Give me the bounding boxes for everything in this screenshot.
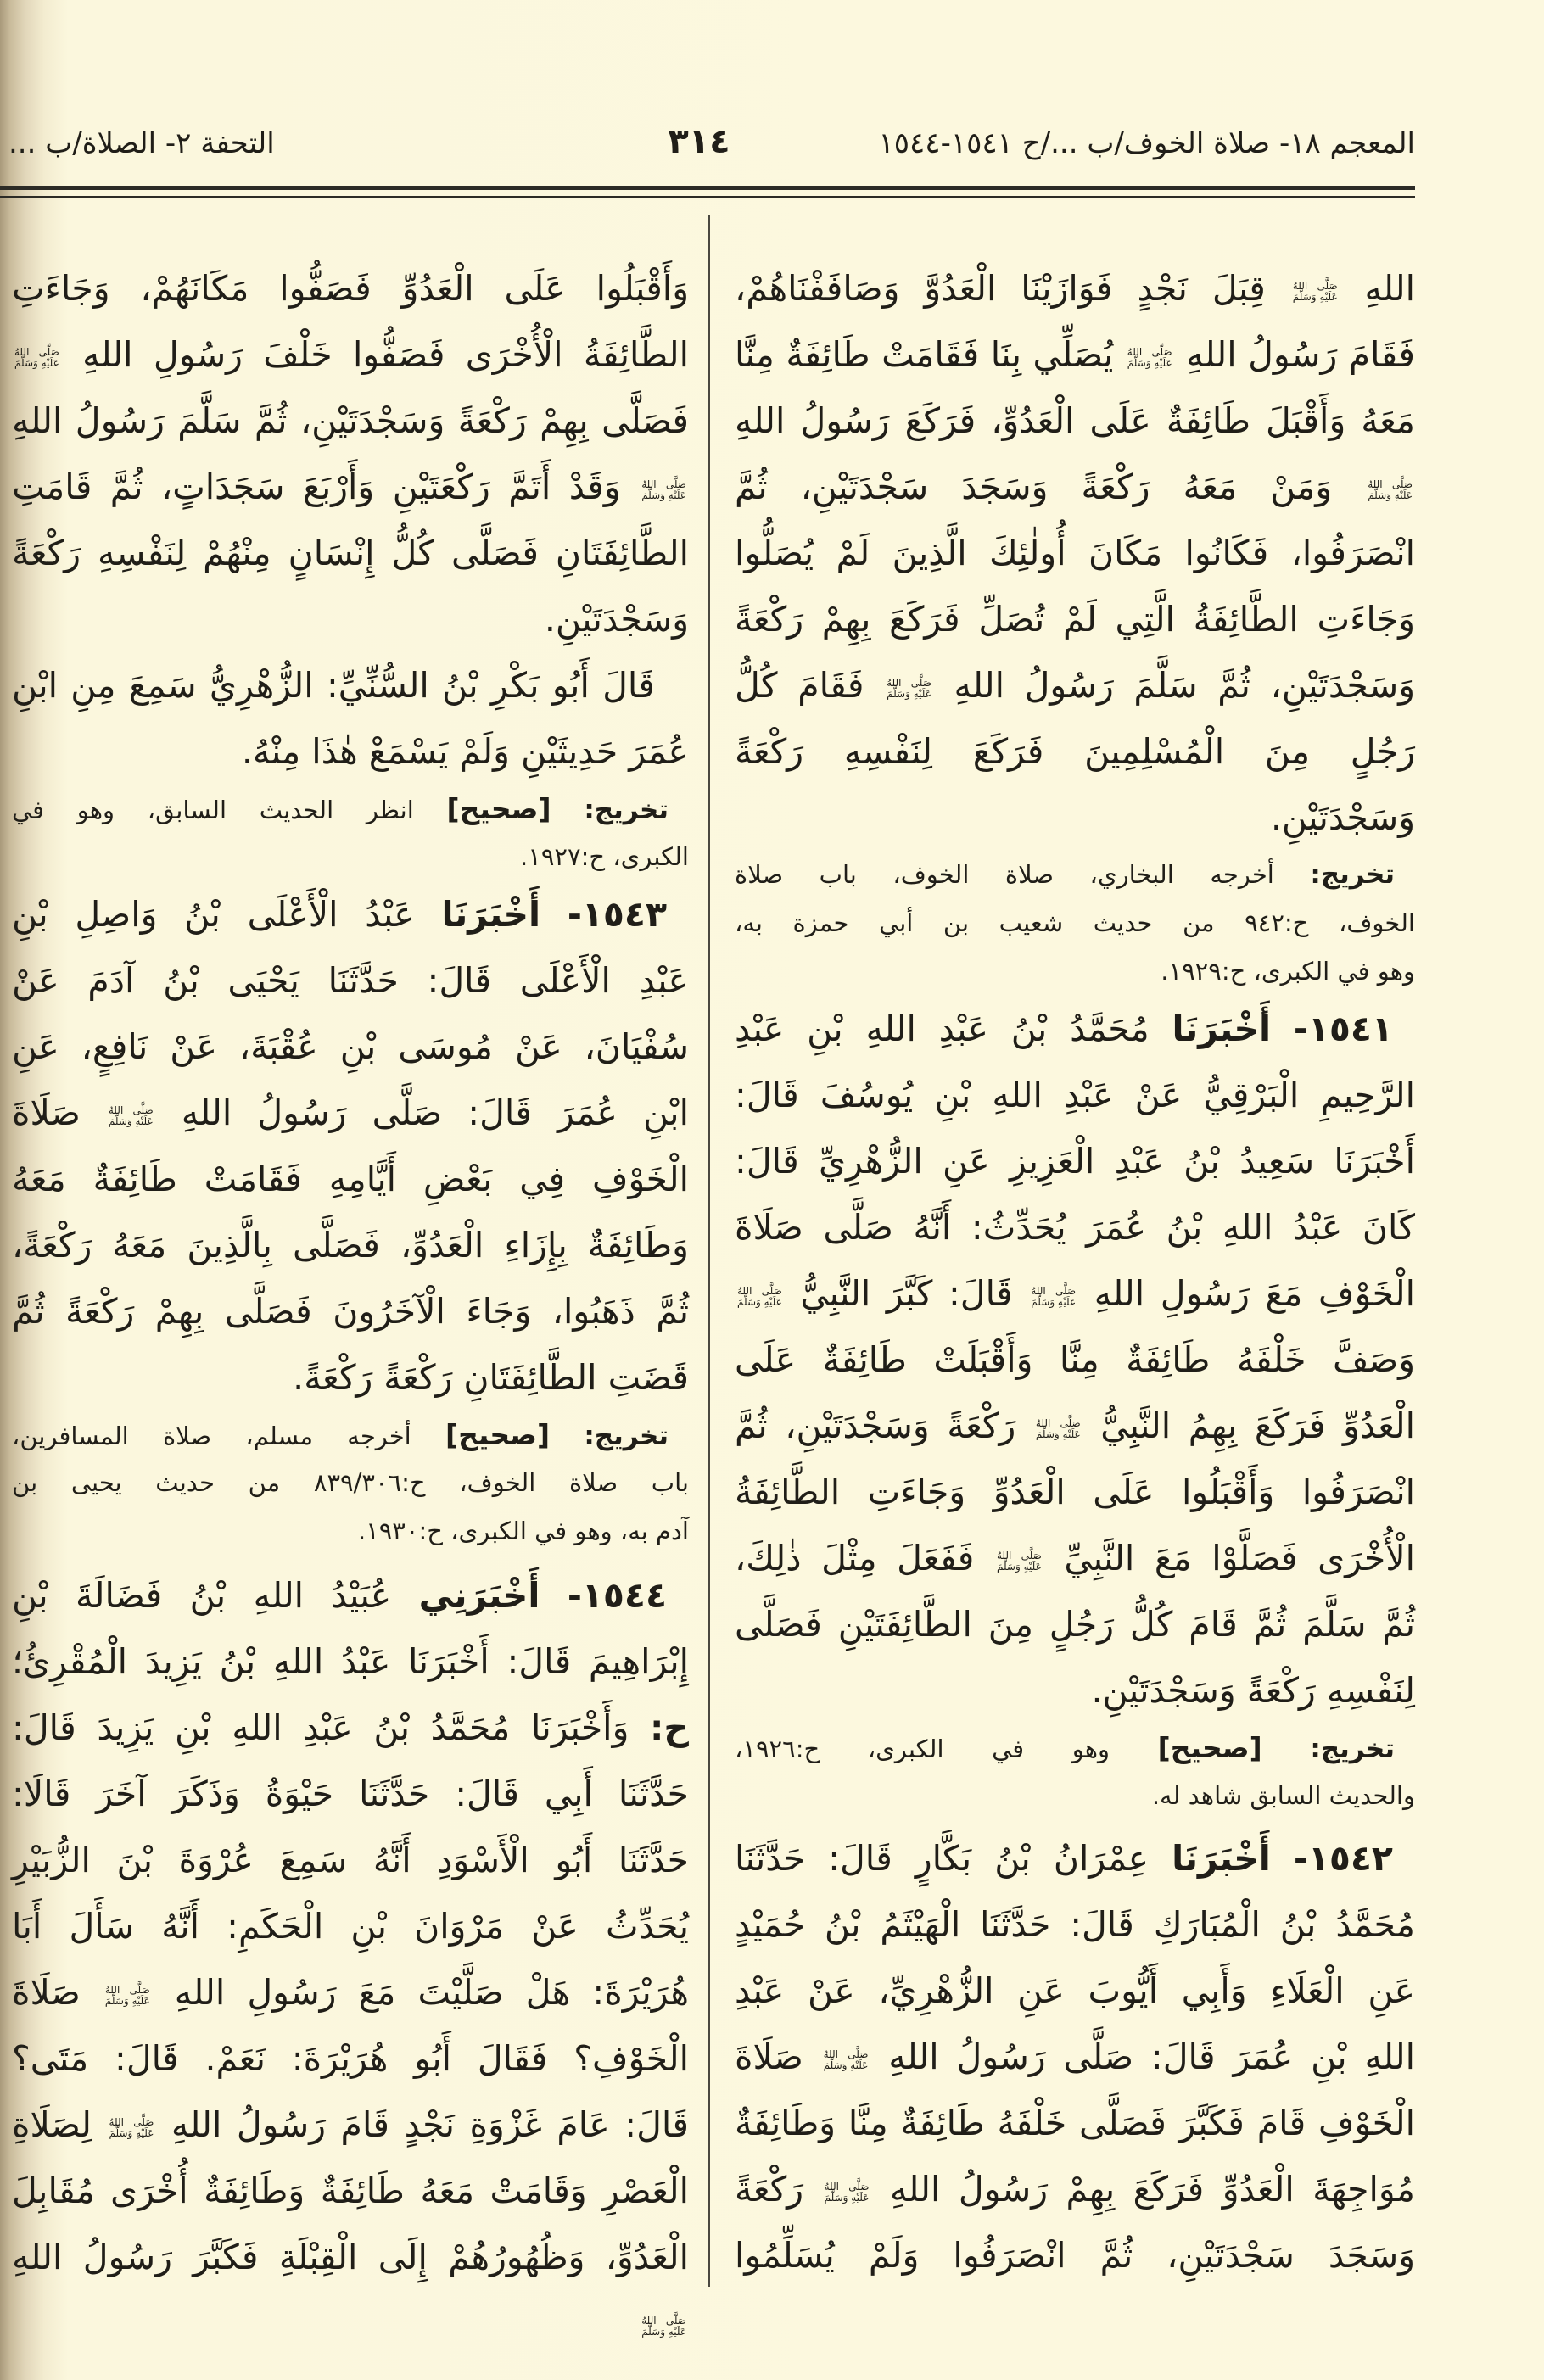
text-segment: عَبْدُ الْأَعْلَى بْنُ وَاصِلِ بْنِ (12, 894, 415, 935)
hadith-1541 (735, 996, 1415, 1724)
salawat-glyph-icon: صَلَّى اللهُ عَلَيْهِ وَسَلَّمَ (1031, 1285, 1077, 1308)
page-number: ٣١٤ (668, 122, 730, 161)
hadith-heading (735, 996, 1415, 1062)
text-line: الْخَوْفِ فِي بَعْضِ أَيَّامِهِ فَقَامَتْ طَائِفَةٌ مَعَهُ (12, 1159, 689, 1199)
text-line: مُحَمَّدُ بْنُ الْمُبَارَكِ قَالَ: حَدَّثَنَا الْهَيْثَمُ بْنُ حُمَيْدٍ (735, 1904, 1415, 1945)
takhrij-label: تخريج: (584, 1421, 669, 1451)
text-line: الطَّائِفَتَانِ فَصَلَّى كُلُّ إِنْسَانٍ مِنْهُمْ لِنَفْسِهِ رَكْعَةً (12, 533, 689, 573)
text-line: فَصَلَّى بِهِمْ رَكْعَةً وَسَجْدَتَيْنِ، ثُمَّ سَلَّمَ رَسُولُ اللهِ (12, 400, 689, 441)
text-line: هُرَيْرَةَ: هَلْ صَلَّيْتَ مَعَ رَسُولِ اللهِ صَلَّى اللهُ عَلَيْهِ وَسَلَّمَ صَلَاةَ (12, 1972, 689, 2013)
text-line: قَضَتِ الطَّائِفَتَانِ رَكْعَةً رَكْعَةً. (293, 1357, 689, 1398)
text-line: اللهِ بْنِ عُمَرَ قَالَ: صَلَّى رَسُولُ اللهِ صَلَّى اللهُ عَلَيْهِ وَسَلَّمَ صَلَاةَ (735, 2036, 1415, 2077)
hadith-heading (12, 1562, 689, 1629)
salawat-glyph-icon: صَلَّى اللهُ عَلَيْهِ وَسَلَّمَ (1035, 1417, 1081, 1440)
column-divider (708, 215, 710, 2287)
takhrij-label: تخريج: (584, 795, 669, 825)
text-line: ابْنِ عُمَرَ قَالَ: صَلَّى رَسُولُ اللهِ صَلَّى اللهُ عَلَيْهِ وَسَلَّمَ صَلَاةَ (12, 1092, 689, 1133)
text-line: صَلَّى اللهُ عَلَيْهِ وَسَلَّمَ وَقَدْ أَتَمَّ رَكْعَتَيْنِ وَأَرْبَعَ سَجَدَاتٍ، ثُمَّ قَامَتِ (12, 467, 686, 507)
salawat-glyph-icon: صَلَّى اللهُ عَلَيْهِ وَسَلَّمَ (14, 346, 59, 369)
header-chapter-reference: المعجم ١٨- صلاة الخوف/ب .../ح ١٥٤١-١٥٤٤ (878, 126, 1415, 160)
left-column (12, 255, 689, 2338)
salawat-glyph-icon: صَلَّى اللهُ عَلَيْهِ وَسَلَّمَ (109, 2116, 154, 2139)
takhrij-text: انظر الحديث السابق، وهو في (12, 796, 414, 824)
text-line: قَالَ: عَامَ غَزْوَةِ نَجْدٍ قَامَ رَسُولُ اللهِ صَلَّى اللهُ عَلَيْهِ وَسَلَّمَ لِصَلَاةِ (12, 2104, 689, 2145)
text-line: وَسَجْدَتَيْنِ. (544, 599, 689, 640)
hadith-number: ١٥٤١- (1293, 1008, 1393, 1049)
text-segment: مُحَمَّدُ بْنُ عَبْدِ اللهِ بْنِ عَبْدِ (735, 1008, 1150, 1049)
salawat-glyph-icon: صَلَّى اللهُ عَلَيْهِ وَسَلَّمَ (641, 478, 686, 501)
text-line: وَجَاءَتِ الطَّائِفَةُ الَّتِي لَمْ تُصَلِّ فَرَكَعَ بِهِمْ رَكْعَةً (735, 599, 1415, 640)
text-line: ثُمَّ ذَهَبُوا، وَجَاءَ الْآخَرُونَ فَصَلَّى بِهِمْ رَكْعَةً ثُمَّ (12, 1291, 689, 1332)
text-line: وَأَقْبَلُوا عَلَى الْعَدُوِّ فَصَفُّوا مَكَانَهُمْ، وَجَاءَتِ (12, 268, 689, 309)
text-line: حَدَّثَنَا أَبُو الْأَسْوَدِ أَنَّهُ سَمِعَ عُرْوَةَ بْنَ الزُّبَيْرِ (12, 1840, 689, 1880)
takhrij-line: الخوف، ح:٩٤٢ من حديث شعيب بن أبي حمزة به، (735, 908, 1415, 937)
takhrij-note (12, 785, 689, 881)
salawat-glyph-icon: صَلَّى اللهُ عَلَيْهِ وَسَلَّمَ (1127, 346, 1172, 369)
text-line: وَصَفَّ خَلْفَهُ طَائِفَةٌ مِنَّا وَأَقْبَلَتْ طَائِفَةٌ عَلَى (735, 1339, 1415, 1380)
text-line: الطَّائِفَةُ الْأُخْرَى فَصَفُّوا خَلْفَ رَسُولِ اللهِ صَلَّى اللهُ عَلَيْهِ وَسَلَّمَ (14, 334, 689, 375)
text-line: انْصَرَفُوا وَأَقْبَلُوا عَلَى الْعَدُوِّ وَجَاءَتِ الطَّائِفَةُ (735, 1472, 1415, 1512)
takhrij-line: وهو في الكبرى، ح:١٩٢٩. (1161, 957, 1415, 986)
text-line: رَجُلٍ مِنَ الْمُسْلِمِينَ فَرَكَعَ لِنَفْسِهِ رَكْعَةً (735, 731, 1415, 772)
salawat-glyph-icon: صَلَّى اللهُ عَلَيْهِ وَسَلَّمَ (824, 2181, 870, 2204)
hadith-heading (735, 1825, 1415, 1891)
text-line: الْعَصْرِ وَقَامَتْ مَعَهُ طَائِفَةٌ وَطَائِفَةٌ أُخْرَى مُقَابِلَ (12, 2170, 689, 2211)
takhrij-note (735, 1724, 1415, 1820)
takhrij-line (735, 1724, 1415, 1772)
takhrij-line (735, 851, 1415, 899)
text-line: وَسَجَدَ سَجْدَتَيْنِ، ثُمَّ انْصَرَفُوا وَلَمْ يُسَلِّمُوا (735, 2235, 1415, 2276)
hadith-number: ١٥٤٢- (1293, 1838, 1393, 1879)
text-line: وَطَائِفَةٌ بِإِزَاءِ الْعَدُوِّ، فَصَلَّى بِالَّذِينَ مَعَهُ رَكْعَةً، (12, 1225, 689, 1265)
hadith-lead-word: أَخْبَرَنَا (441, 894, 541, 935)
text-line: حَدَّثَنَا أَبِي قَالَ: حَدَّثَنَا حَيْوَةُ وَذَكَرَ آخَرَ قَالَا: (12, 1774, 689, 1814)
text-line: الْأُخْرَى فَصَلَّوْا مَعَ النَّبِيِّ صَلَّى اللهُ عَلَيْهِ وَسَلَّمَ فَفَعَلَ مِثْلَ ذٰلِكَ، (735, 1538, 1415, 1578)
grade-badge: [صحيح] (446, 792, 551, 825)
takhrij-text: وهو في الكبرى، ح:١٩٢٦، (735, 1735, 1110, 1763)
text-line: الْخَوْفِ قَامَ فَكَبَّرَ فَصَلَّى خَلْفَهُ طَائِفَةٌ مِنَّا وَطَائِفَةٌ (735, 2103, 1415, 2143)
text-line: انْصَرَفُوا، فَكَانُوا مَكَانَ أُولٰئِكَ الَّذِينَ لَمْ يُصَلُّوا (735, 533, 1415, 573)
text-segment: وَأَخْبَرَنَا مُحَمَّدُ بْنُ عَبْدِ اللهِ بْنِ يَزِيدَ قَالَ: (12, 1707, 629, 1748)
salawat-glyph-icon: صَلَّى اللهُ عَلَيْهِ وَسَلَّمَ (1368, 478, 1413, 501)
text-line: لِنَفْسِهِ رَكْعَةً وَسَجْدَتَيْنِ. (1091, 1670, 1415, 1711)
hadith-continuation (12, 255, 689, 652)
text-line: قَالَ أَبُو بَكْرِ بْنُ السُّنِّيِّ: الزُّهْرِيُّ سَمِعَ مِنِ ابْنِ (12, 665, 655, 706)
hadith-lead-word: أَخْبَرَنَا (1172, 1008, 1272, 1049)
text-line: مُوَاجِهَةَ الْعَدُوِّ فَرَكَعَ بِهِمْ رَسُولُ اللهِ صَلَّى اللهُ عَلَيْهِ وَسَلَّمَ رَكْعَةً (735, 2169, 1415, 2210)
hadith-lead-word: أَخْبَرَنَا (1172, 1838, 1271, 1879)
hadith-1542 (735, 1825, 1415, 2288)
text-line: الْخَوْفِ؟ فَقَالَ أَبُو هُرَيْرَةَ: نَعَمْ. قَالَ: مَتَى؟ (12, 2038, 689, 2079)
takhrij-label: تخريج: (1310, 1734, 1395, 1764)
right-column (735, 255, 1415, 2288)
takhrij-line: باب صلاة الخوف، ح:٨٣٩/٣٠٦ من حديث يحيى بن (12, 1468, 689, 1497)
text-segment: عُبَيْدُ اللهِ بْنُ فَضَالَةَ بْنِ (12, 1575, 392, 1616)
text-line: فَقَامَ رَسُولُ اللهِ صَلَّى اللهُ عَلَيْهِ وَسَلَّمَ يُصَلِّي بِنَا فَقَامَتْ طَائِفَةٌ مِنَّا (735, 334, 1415, 375)
hadith-1544 (12, 1562, 689, 2338)
takhrij-line (12, 1411, 689, 1459)
text-line: عَنِ الْعَلَاءِ وَأَبِي أَيُّوبَ عَنِ الزُّهْرِيِّ، عَنْ عَبْدِ (735, 1970, 1415, 2011)
text-line: كَانَ عَبْدُ اللهِ بْنُ عُمَرَ يُحَدِّثُ: أَنَّهُ صَلَّى صَلَاةَ (735, 1207, 1415, 1248)
hadith-number: ١٥٤٣- (567, 894, 667, 935)
text-line: يُحَدِّثُ عَنْ مَرْوَانَ بْنِ الْحَكَمِ: أَنَّهُ سَأَلَ أَبَا (12, 1906, 689, 1947)
takhrij-text: أخرجه مسلم، صلاة المسافرين، (12, 1422, 411, 1450)
takhrij-line (12, 785, 689, 833)
takhrij-note (12, 1411, 689, 1556)
takhrij-text: أخرجه البخاري، صلاة الخوف، باب صلاة (735, 860, 1274, 889)
text-line: اللهِ صَلَّى اللهُ عَلَيْهِ وَسَلَّمَ قِبَلَ نَجْدٍ فَوَازَيْنَا الْعَدُوَّ وَصَافَفْنَاهُمْ، (735, 268, 1415, 309)
hadith-1543 (12, 881, 689, 1411)
text-line: وَسَجْدَتَيْنِ، ثُمَّ سَلَّمَ رَسُولُ اللهِ صَلَّى اللهُ عَلَيْهِ وَسَلَّمَ فَقَامَ كُلُّ (735, 665, 1415, 706)
text-line: الرَّحِيمِ الْبَرْقِيُّ عَنْ عَبْدِ اللهِ بْنِ يُوسُفَ قَالَ: (735, 1075, 1415, 1115)
hadith-continuation (735, 255, 1415, 851)
text-line: عُمَرَ حَدِيثَيْنِ وَلَمْ يَسْمَعْ هٰذَا مِنْهُ. (241, 731, 689, 772)
takhrij-line: الكبرى، ح:١٩٢٧. (520, 842, 689, 871)
text-line: الْعَدُوِّ فَرَكَعَ بِهِمُ النَّبِيُّ صَلَّى اللهُ عَلَيْهِ وَسَلَّمَ رَكْعَةً وَسَجْدَتَيْنِ، ثُمَّ (735, 1405, 1415, 1446)
editor-remark (12, 652, 689, 785)
text-line: إِبْرَاهِيمَ قَالَ: أَخْبَرَنَا عَبْدُ اللهِ بْنُ يَزِيدَ الْمُقْرِئُ؛ (12, 1641, 689, 1682)
salawat-glyph-icon: صَلَّى اللهُ عَلَيْهِ وَسَلَّمَ (104, 1984, 150, 2007)
header-rule-thin (0, 196, 1415, 198)
header-rule-thick (0, 186, 1415, 190)
grade-badge: [صحيح] (445, 1418, 551, 1451)
salawat-glyph-icon: صَلَّى اللهُ عَلَيْهِ وَسَلَّمَ (823, 2048, 869, 2071)
text-line: وَسَجْدَتَيْنِ. (1270, 797, 1415, 838)
salawat-glyph-icon: صَلَّى اللهُ عَلَيْهِ وَسَلَّمَ (108, 1104, 154, 1127)
text-line: صَلَّى اللهُ عَلَيْهِ وَسَلَّمَ وَمَنْ مَعَهُ رَكْعَةً وَسَجَدَ سَجْدَتَيْنِ، ثُمَّ (735, 467, 1413, 507)
takhrij-label: تخريج: (1310, 859, 1395, 890)
text-segment: عِمْرَانُ بْنُ بَكَّارٍ قَالَ: حَدَّثَنَا (735, 1838, 1150, 1879)
header-tuhfa-reference: التحفة ٢- الصلاة/ب ... (8, 126, 275, 160)
hadith-number: ١٥٤٤- (567, 1575, 667, 1616)
grade-badge: [صحيح] (1157, 1731, 1262, 1764)
text-line: أَخْبَرَنَا سَعِيدُ بْنُ عَبْدِ الْعَزِيزِ عَنِ الزُّهْرِيِّ قَالَ: (735, 1141, 1415, 1182)
salawat-glyph-icon: صَلَّى اللهُ عَلَيْهِ وَسَلَّمَ (641, 2315, 686, 2338)
text-line: مَعَهُ وَأَقْبَلَ طَائِفَةٌ عَلَى الْعَدُوِّ، فَرَكَعَ رَسُولُ اللهِ (735, 400, 1415, 441)
salawat-glyph-icon: صَلَّى اللهُ عَلَيْهِ وَسَلَّمَ (1292, 280, 1338, 303)
text-line: عَبْدِ الْأَعْلَى قَالَ: حَدَّثَنَا يَحْيَى بْنُ آدَمَ عَنْ (12, 960, 689, 1001)
salawat-glyph-icon: صَلَّى اللهُ عَلَيْهِ وَسَلَّمَ (996, 1550, 1042, 1573)
hadith-heading (12, 881, 689, 947)
text-line: الْخَوْفِ مَعَ رَسُولِ اللهِ صَلَّى اللهُ عَلَيْهِ وَسَلَّمَ قَالَ: كَبَّرَ النَّبِيُّ صَلَّى اللهُ عَلَيْهِ وَسَلَّمَ (737, 1273, 1415, 1314)
salawat-glyph-icon: صَلَّى اللهُ عَلَيْهِ وَسَلَّمَ (737, 1285, 782, 1308)
tahwil-marker: ح: (650, 1707, 689, 1748)
text-line: ثُمَّ سَلَّمَ ثُمَّ قَامَ كُلُّ رَجُلٍ مِنَ الطَّائِفَتَيْنِ فَصَلَّى (735, 1604, 1415, 1645)
takhrij-line: آدم به، وهو في الكبرى، ح:١٩٣٠. (357, 1517, 689, 1545)
takhrij-note (735, 851, 1415, 996)
text-line (12, 1695, 689, 1761)
text-line: سُفْيَانَ، عَنْ مُوسَى بْنِ عُقْبَةَ، عَنْ نَافِعٍ، عَنِ (12, 1026, 689, 1067)
salawat-glyph-icon: صَلَّى اللهُ عَلَيْهِ وَسَلَّمَ (887, 677, 931, 700)
hadith-lead-word: أَخْبَرَنِي (418, 1575, 540, 1616)
text-line: الْعَدُوِّ، وَظُهُورُهُمْ إِلَى الْقِبْلَةِ فَكَبَّرَ رَسُولُ اللهِ صَلَّى اللهُ عَلَيْهِ وَسَلَّمَ (12, 2237, 689, 2338)
takhrij-line: والحديث السابق شاهد له. (1151, 1781, 1415, 1810)
